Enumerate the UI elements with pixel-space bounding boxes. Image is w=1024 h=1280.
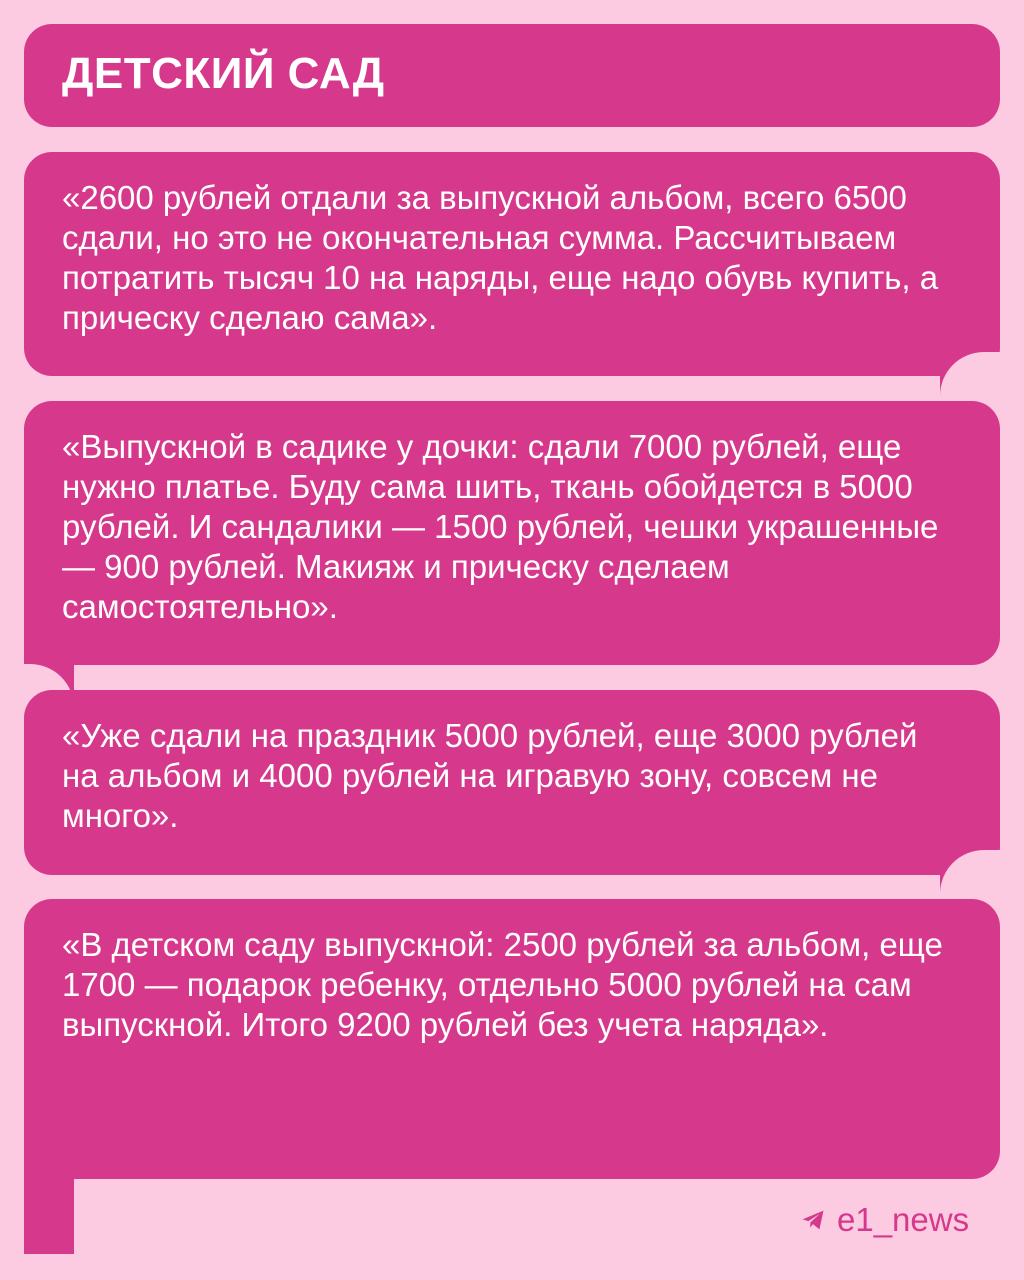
channel-handle: e1_news [837,1201,970,1238]
quote-card-3 [24,690,1000,875]
page-title: ДЕТСКИЙ САД [62,49,385,98]
bubble-tail-1 [940,352,1000,396]
source-credit[interactable] [775,1180,1024,1260]
quote-card-1 [24,152,1000,376]
title-banner [24,24,1000,127]
quote-text-3: «Уже сдали на праздник 5000 рублей, еще 3000 рублей на альбом и 4000 рублей на игравую зону, совсем не много». [62,717,918,834]
quote-card-4 [24,899,1000,1179]
quote-text-1: «2600 рублей отдали за выпускной альбом, всего 6500 сдали, но это не окончательная сумма. Рассчитываем потратить тысяч 10 на наряды, еще надо обувь купить, а прическу сделаю сама». [62,179,939,336]
quote-text-2: «Выпускной в садике у дочки: сдали 7000 рублей, еще нужно платье. Буду сама шить, ткань обойдется в 5000 рублей. И сандалики — 1500 рублей, чешки украшенные — 900 рублей. Макияж и прическу сделаем самостоятельно». [62,428,939,625]
telegram-icon [799,1206,827,1234]
bubble-tail-4 [24,1178,74,1254]
quote-card-2 [24,401,1000,665]
quote-text-4: «В детском саду выпускной: 2500 рублей за альбом, еще 1700 — подарок ребенку, отдельно 5000 рублей на сам выпускной. Итого 9200 рублей без учета наряда». [62,926,943,1043]
bubble-tail-3 [940,850,1000,894]
